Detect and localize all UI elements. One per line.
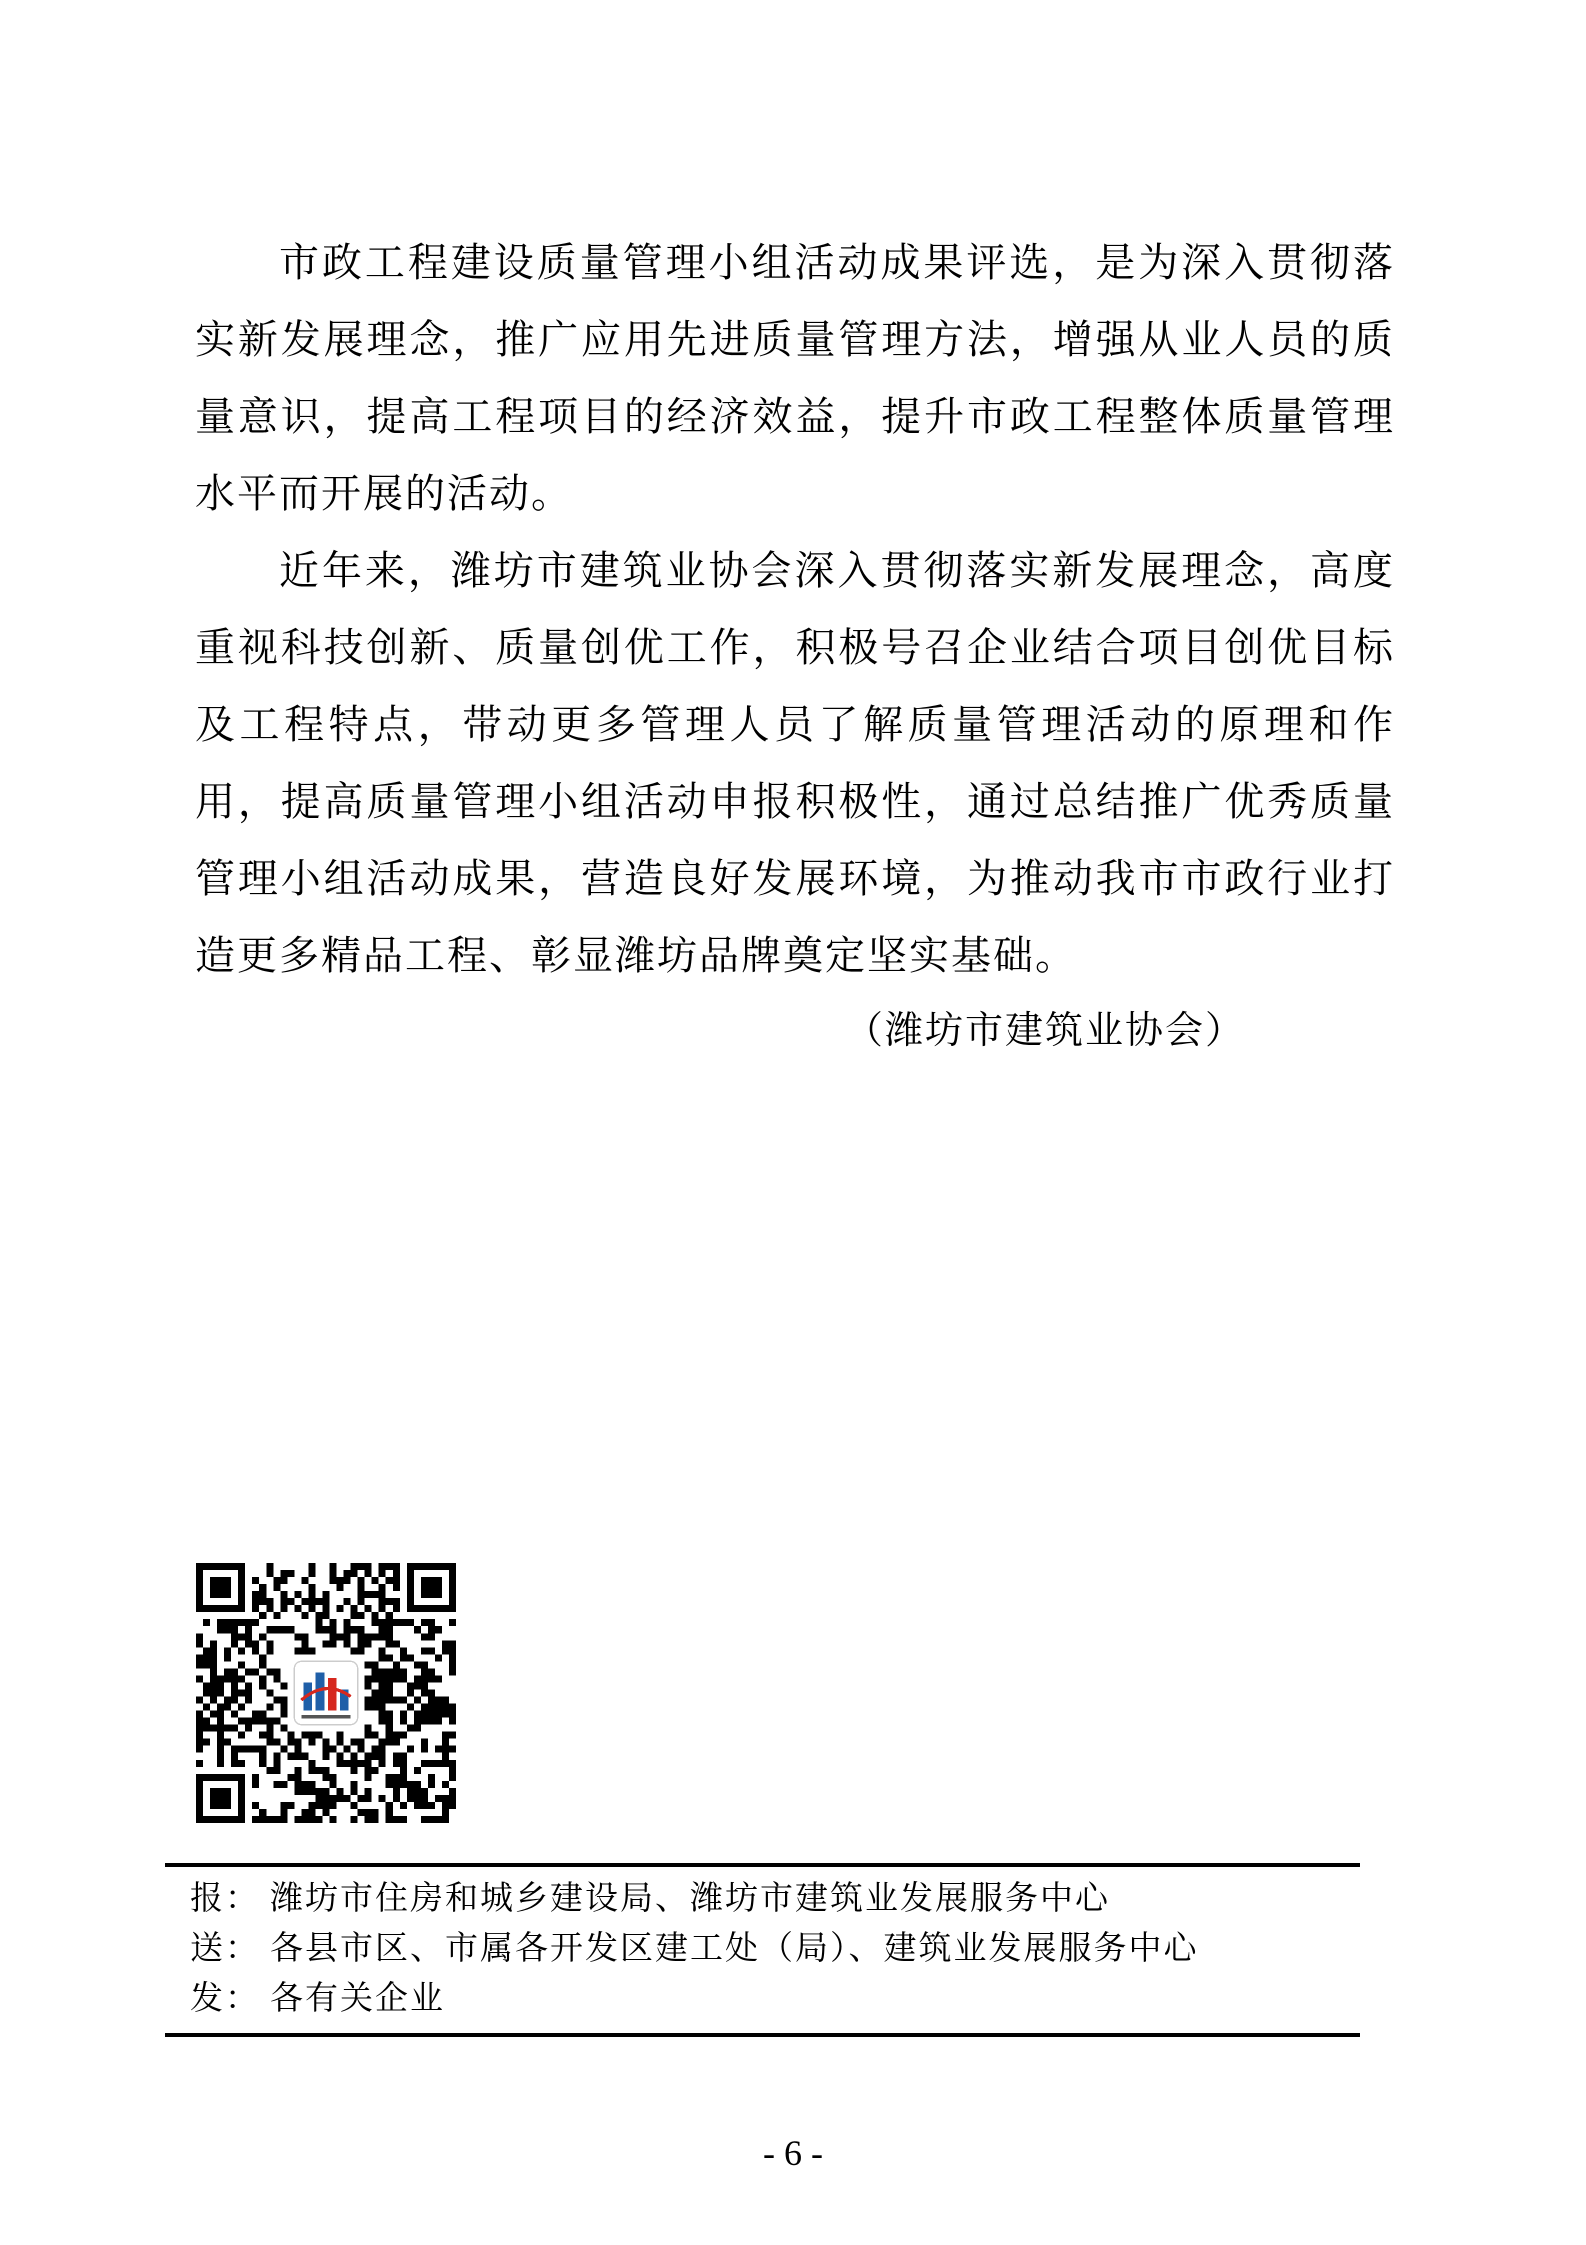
distribution-label: 送： (190, 1928, 260, 1967)
distribution-label: 发： (190, 1978, 260, 2017)
paragraph-2: 近年来，潍坊市建筑业协会深入贯彻落实新发展理念，高度重视科技创新、质量创优工作，积极号召企业结合项目创优目标及工程特点，带动更多管理人员了解质量管理活动的原理和作用，提高质量管理小组活动申报积极性，通过总结推广优秀质量管理小组活动成果，营造良好发展环境，为推动我市市政行业打造更多精品工程、彰显潍坊品牌奠定坚实基础。 (195, 548, 1395, 979)
association-logo-icon (294, 1661, 357, 1724)
distribution-value: 各县市区、市属各开发区建工处（局）、建筑业发展服务中心 (270, 1928, 1199, 1967)
article-body (195, 225, 1395, 995)
distribution-row-issue (165, 1973, 1360, 2023)
page-number: - 6 - (763, 2133, 823, 2173)
distribution-list (165, 1863, 1360, 2037)
distribution-value: 各有关企业 (270, 1978, 445, 2017)
signature-organization: （潍坊市建筑业协会） (845, 1008, 1246, 1052)
distribution-value: 潍坊市住房和城乡建设局、潍坊市建筑业发展服务中心 (270, 1878, 1110, 1917)
qr-code-icon (196, 1563, 456, 1823)
distribution-label: 报： (190, 1878, 260, 1917)
distribution-row-send (165, 1923, 1360, 1973)
distribution-row-report (165, 1873, 1360, 1923)
paragraph-1: 市政工程建设质量管理小组活动成果评选，是为深入贯彻落实新发展理念，推广应用先进质量管理方法，增强从业人员的质量意识，提高工程项目的经济效益，提升市政工程整体质量管理水平而开展的活动。 (195, 240, 1395, 517)
